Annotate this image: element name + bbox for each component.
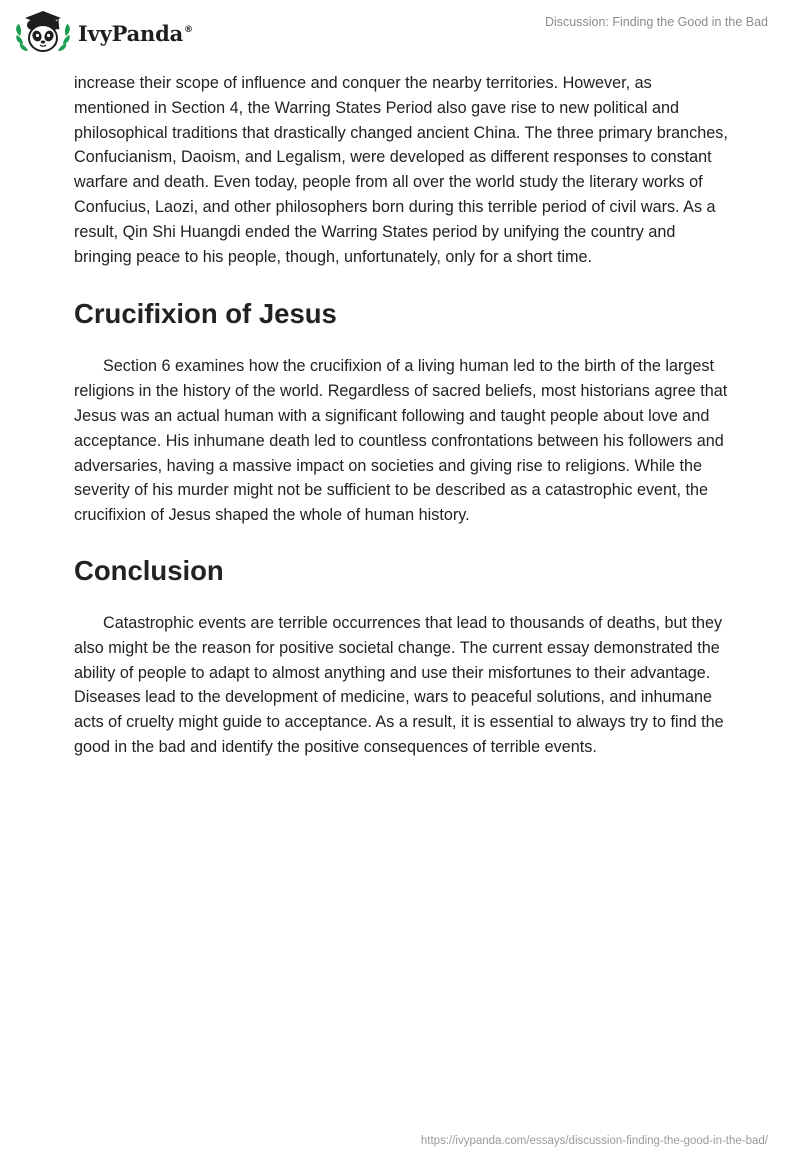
panda-graduate-icon	[14, 8, 72, 56]
ivypanda-logo[interactable]	[14, 8, 193, 56]
section-paragraph-crucifixion: Section 6 examines how the crucifixion of a living human led to the birth of the largest religions in the history of the world. Regardless of sacred beliefs, most historians agree that Jesus was an actual human with a significant following and taught people about love and acceptance. His inhumane death led to countless confrontations between his followers and adversaries, having a massive impact on societies and giving rise to religions. While the severity of his murder might not be sufficient to be described as a catastrophic event, the crucifixion of Jesus shaped the whole of human history.	[74, 357, 728, 525]
intro-paragraph: increase their scope of influence and conquer the nearby territories. However, as mentioned in Section 4, the Warring States Period also gave rise to new political and philosophical traditions that drastically changed ancient China. The three primary branches, Confucianism, Daoism, and Legalism, were developed as different responses to constant warfare and death. Even today, people from all over the world study the literary works of Confucius, Laozi, and other philosophers born during this terrible period of civil wars. As a result, Qin Shi Huangdi ended the Warring States period by unifying the country and bringing peace to his people, though, unfortunately, only for a short time.	[74, 74, 728, 266]
source-url[interactable]: https://ivypanda.com/essays/discussion-finding-the-good-in-the-bad/	[420, 1135, 768, 1147]
logo-text: IvyPanda®	[78, 20, 193, 46]
section-heading-crucifixion: Crucifixion of Jesus	[74, 298, 337, 330]
essay-content	[74, 71, 728, 760]
section-heading-conclusion: Conclusion	[74, 554, 224, 586]
page-header	[0, 0, 800, 70]
registered-mark: ®	[184, 24, 193, 35]
document-title: Discussion: Finding the Good in the Bad	[544, 15, 768, 29]
section-paragraph-conclusion: Catastrophic events are terrible occurrences that lead to thousands of deaths, but they also might be the reason for positive societal change. The current essay demonstrated the ability of people to adapt to almost anything and use their misfortunes to their advantage. Diseases lead to the development of medicine, wars to peaceful solutions, and inhumane acts of cruelty might guide to acceptance. As a result, it is essential to always try to find the good in the bad and identify the positive consequences of terrible events.	[74, 613, 724, 756]
